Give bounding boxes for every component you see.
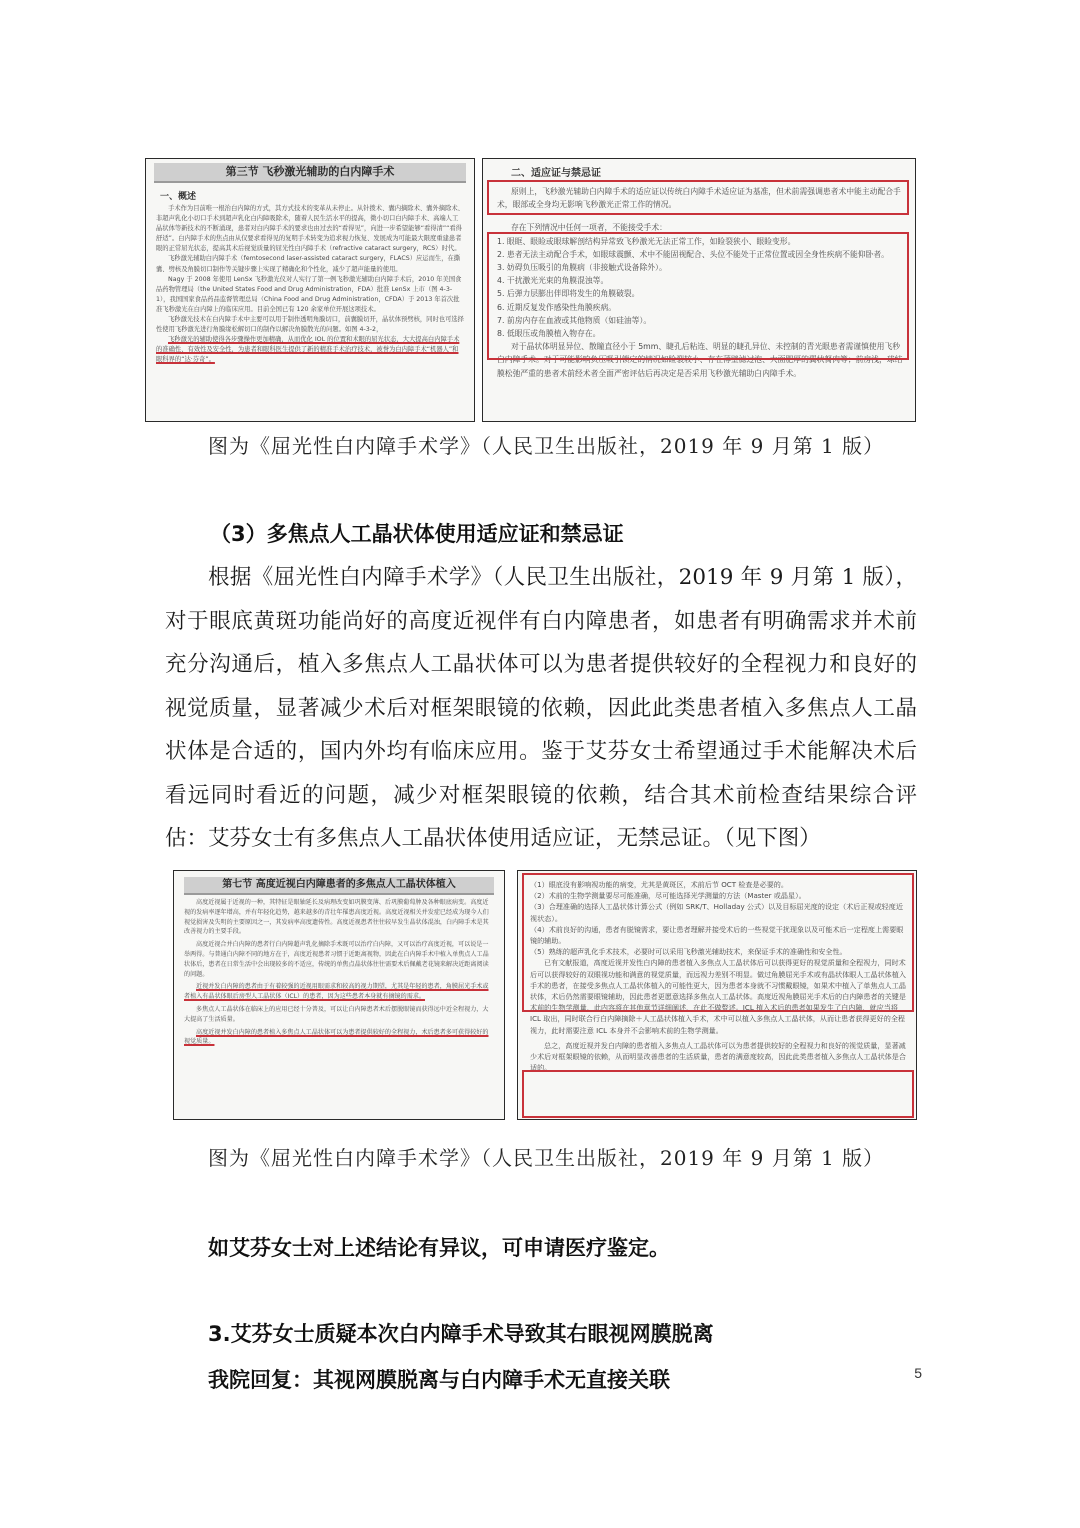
scan-section-title: 第七节 高度近视白内障患者的多焦点人工晶状体植入 — [184, 877, 494, 895]
scan-list-item: 1. 眼眶、眼睑或眼球解剖结构异常致飞秒激光无法正常工作，如睑裂狭小、眼睑变形。 — [497, 236, 796, 246]
scan-subheading: 二、适应证与禁忌证 — [511, 168, 601, 179]
scan-paragraph: Nagy 于 2008 年使用 LenSx 飞秒激光仪对人实行了第一例飞秒激光辅助白内障手术后，2010 年美国食品药物管理局（the United States Food and Drug Administration，FDA）批准 LenSx 上市（图 4-3-1），我国国家食品药品监督管理总局（China Food and Drug Administration，CFDA）于 2013 年首次批准飞秒激光在白内障上的临床应用。目前全国已有 120 余家单位开展这项技术。 — [156, 275, 462, 313]
book-scan-multifocal-iol — [173, 870, 505, 1120]
scan-intro: 原则上，飞秒激光辅助白内障手术的适应证以传统白内障手术适应证为基准，但术前需强调患者术中能主动配合手术，眼部或全身均无影响飞秒激光正常工作的情况。 — [497, 187, 901, 210]
hospital-reply: 我院回复：其视网膜脱离与白内障手术无直接关联 — [208, 1368, 670, 1392]
scan-list-item: 6. 近期反复发作感染性角膜疾病。 — [497, 302, 617, 312]
red-highlight-box — [522, 1070, 914, 1118]
scan-list-item: 8. 低眼压或角膜植入物存在。 — [497, 329, 601, 339]
scan-summary: 总之，高度近视并发白内障的患者植入多焦点人工晶状体可以为患者提供较好的全程视力和良好的视觉质量，显著减少术后对框架眼镜的依赖，从而明显改善患者的生活质量，患者的满意度较高，因此此类患者植入多焦点人工晶状体是合适的。 — [530, 1040, 906, 1073]
scan-paragraph: 高度近视属于近视的一种，其特征是眼轴延长及病理改变如巩膜变薄、后巩膜葡萄肿及各种眼底病变。高度近视的发病率逐年增高，并有年轻化趋势，越来越多的青壮年罹患高度近视。高度近视相关并发症已经成为现今人们视觉损害及失明的主要原因之一，其发病率高度遗传性。高度近视患者往往较早发生晶状体混浊，白内障手术是其改善视力的主要手段。 — [184, 899, 489, 936]
scan-list-item: （3）合理准确的选择人工晶状体计算公式（例如 SRK/T、Holladay 公式）以及目标屈光度的设定（术后正视或轻度近视状态）。 — [530, 902, 903, 923]
body-paragraph: 根据《屈光性白内障手术学》（人民卫生出版社，2019 年 9 月第 1 版），对于眼底黄斑功能尚好的高度近视伴有白内障患者，如患者有明确需求并术前充分沟通后，植入多焦点人工晶状体可以为患者提供较好的全程视力和良好的视觉质量，显著减少术后对框架眼镜的依赖，因此此类患者植入多焦点人工晶状体是合适的，国内外均有临床应用。鉴于艾芬女士希望通过手术能解决术后看远同时看近的问题，减少对框架眼镜的依赖，结合其术前检查结果综合评估：艾芬女士有多焦点人工晶状体使用适应证，无禁忌证。（见下图） — [165, 565, 917, 851]
scan-underlined-text: 高度近视并发白内障的患者植入多焦点人工晶状体可以为患者提供较好的全程视力，术后患者多可获得较好的视觉质量。 — [184, 1028, 489, 1046]
scan-paragraph: 高度近视合并白内障的患者行白内障超声乳化摘除手术既可以治疗白内障，又可以治疗高度近视，可以说是一举两得。与普通白内障不同的地方在于，高度近视患者习惯于近距离视物，因此在白内障手术中植入单焦点人工晶状体后，患者在日常生活中会出现较多的不适应，传统的单焦点晶状体往往需要术后佩戴老花镜来解决近距离阅读的问题。 — [184, 941, 489, 978]
scan-list-item: （4）术前良好的沟通，患者有脱镜需求，要让患者理解并接受术后的一些视觉干扰现象以及可能术后一定程度上需要眼镜的辅助。 — [530, 924, 904, 946]
scan-after-text: 对于晶状体明显异位、散瞳直径小于 5mm、睫孔后粘连、明显的睫孔异位、未控制的青光眼患者需谨慎使用飞秒白内障手术。对于可能影响负压吸引锁定的情况如睑裂较小、存在薄壁滤过泡、大面肥厚的翼状胬肉等；前房浅，球结膜松弛严重的患者术前经术者全面严密评估后再决定是否采用飞秒激光辅助白内障手术。 — [497, 342, 903, 378]
page-number: 5 — [914, 1365, 922, 1381]
dispute-notice: 如艾芬女士对上述结论有异议，可申请医疗鉴定。 — [208, 1236, 670, 1260]
section-heading: （3）多焦点人工晶状体使用适应证和禁忌证 — [210, 522, 624, 546]
red-highlight-box — [487, 180, 909, 215]
scan-contra-title: 存在下列情况中任何一项者，不能接受手术： — [511, 223, 667, 233]
book-scan-femtosecond-overview — [145, 158, 475, 422]
scan-list-item: 5. 后弹力层膨出伴即将发生的角膜破裂。 — [497, 289, 640, 299]
scan-paragraph: 飞秒激光技术在白内障手术中主要可以用于制作透明角膜切口，前囊膜切开，晶状体预劈核，同时也可选择性使用飞秒激光进行角膜缘松解切口的制作以解决角膜散光的问题。如图 4-3-2， — [156, 316, 464, 334]
scan-list-item: 4. 干扰激光光束的角膜混浊等。 — [497, 276, 609, 286]
scan-paragraph: 已有文献报道，高度近视并发性白内障的患者植入多焦点人工晶状体后可以获得更好的视觉质量和全程视力，同时术后可以获得较好的双眼视功能和满意的视觉质量，而远视力差别不明显。做过角膜屈光手术或有晶状体眼人工晶状体植入手术的患者，在接受多焦点人工晶状体植入的可能性更大，因为患者本身就不习惯戴眼镜，如果术中植入了单焦点人工晶状体，术后仍然需要眼镜辅助，因此患者更愿意选择多焦点人工晶状体。高度近视角膜屈光手术后的白内障患者的关键是术前的生物学测量，此内容将在其他章节详细阐述，在此不做赘述。ICL 植入术后的患者如果发生了白内障，就应当将 ICL 取出，同时联合行白内障摘除＋人工晶状体植入手术，术中可以植入多焦点人工晶状体，从而让患者获得更好的全程视力，此时需要注意 ICL 本身并不会影响术前的生物学测量。 — [530, 958, 906, 1035]
red-highlight-box — [522, 873, 914, 1012]
scan-paragraph: 多焦点人工晶状体在临床上的应用已经十分普及，可以让白内障患者术后摆脱眼镜而获得远中近全程视力，大大提高了生活质量。 — [184, 1005, 489, 1023]
scan-subheading: 一、概述 — [160, 192, 197, 202]
scan-list-item: 2. 患者无法主动配合手术，如眼球震颤、术中不能固视配合、头位不能处于正常位置或因全身性疾病不能仰卧者。 — [497, 249, 889, 259]
section-3-title: 3.艾芬女士质疑本次白内障手术导致其右眼视网膜脱离 — [208, 1322, 714, 1346]
scan-list-item: （5）熟练的超声乳化手术技术，必要时可以采用飞秒激光辅助技术，来保证手术的准确性和安全性。 — [530, 947, 847, 957]
scan-list-item: （1）眼底没有影响视功能的病变，尤其是黄斑区，术前后节 OCT 检查是必要的。 — [530, 880, 788, 889]
figure-caption: 图为《屈光性白内障手术学》（人民卫生出版社，2019 年 9 月第 1 版） — [208, 434, 885, 458]
scan-list-item: 3. 妨碍负压吸引的角膜病（非接触式设备除外）。 — [497, 263, 667, 273]
scan-paragraph: 手术作为目前唯一根治白内障的方式，其方式技术的变革从未停止。从针拨术、囊内摘除术、囊外摘除术、非超声乳化小切口手术到超声乳化白内障吸除术，随着人民生活水平的提高，微小切口白内障手术、高端人工晶状体等新技术的不断涌现，患者对白内障手术的要求也由过去的“看得见”，向进一步希望能够“看得清”“看得舒适”。白内障手术的焦点由从仅要求看得见的复明手术转变为追求视力恢复、发展成为可能最大限度重建患者眼的正常屈光状态，提高其术后视觉质量的屈光性白内障手术（refractive cataract surgery，RCS）时代。 — [156, 205, 464, 253]
scan-underlined-text: 飞秒激光的辅助使得各步骤操作更加精确，从而优化 IOL 的位置和术眼的屈光状态，大大提高白内障手术的准确性、有效性及安全性，为患者和眼科医生提供了新的精准手术治疗技术，被誉为白内障手术“机器人”和眼科界的“达·芬奇”。 — [156, 336, 460, 364]
scan-paragraph: 飞秒激光辅助白内障手术（femtosecond laser-assisted cataract surgery，FLACS）应运而生，在撕囊、劈核及角膜切口制作等关键步骤上实现了精确化和个性化，减少了超声能量的使用。 — [156, 255, 461, 273]
scan-underlined-text: 近视并发白内障的患者由于有着较强的近视用眼需求和较高的视力期望，尤其是年轻的患者，角膜屈光手术或者植入有晶状体眼后房型人工晶状体（ICL）的患者，因为这些患者本身就有摘镜的需求。 — [184, 983, 489, 1001]
figure-caption: 图为《屈光性白内障手术学》（人民卫生出版社，2019 年 9 月第 1 版） — [208, 1146, 885, 1170]
scan-list-item: 7. 前房内存在血液或其他物质（如硅油等）。 — [497, 315, 652, 325]
red-highlight-box — [487, 232, 909, 360]
scan-section-title: 第三节 飞秒激光辅助的白内障手术 — [154, 163, 466, 183]
scan-list-item: （2）术前的生物学测量要尽可能准确，尽可能选择光学测量的方法（Master 或晶星）。 — [530, 891, 806, 901]
